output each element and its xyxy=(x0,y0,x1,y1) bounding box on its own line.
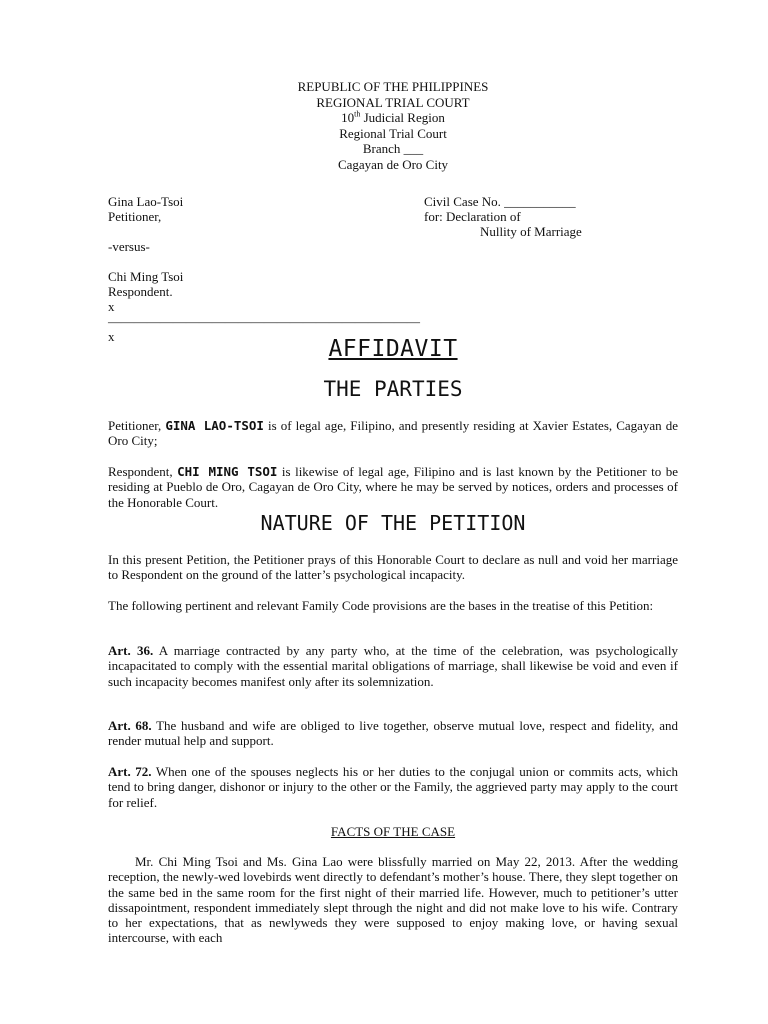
nature-paragraph-1: In this present Petition, the Petitioner prays of this Honorable Court to declare as null and void her marriage to Respondent on the ground of the latter’s psychological incapacity. xyxy=(108,552,678,583)
respondent-paragraph xyxy=(108,464,678,510)
respondent-name: Chi Ming Tsoi xyxy=(108,269,184,284)
caption-case-info xyxy=(424,194,684,239)
respondent-label: Respondent. xyxy=(108,284,173,299)
header-branch: Branch ___ xyxy=(362,141,424,156)
header-region xyxy=(108,110,678,126)
article-68-label: Art. 68. xyxy=(108,718,152,733)
facts-heading: FACTS OF THE CASE xyxy=(330,824,456,839)
header-region-number: 10 xyxy=(341,110,355,125)
caption-parties xyxy=(108,194,420,344)
nature-paragraph-2: The following pertinent and relevant Family Code provisions are the bases in the treatise of this Petition: xyxy=(108,598,654,613)
court-header xyxy=(108,79,678,172)
case-purpose: for: Declaration of xyxy=(424,209,521,224)
article-72-label: Art. 72. xyxy=(108,764,152,779)
article-72-paragraph xyxy=(108,764,678,810)
article-72-text: When one of the spouses neglects his or her duties to the conjugal union or commits acts, which tend to bring danger, dishonor or injury to the other or the Family, the aggrieved party may apply to the court for relief. xyxy=(108,764,678,810)
header-trial-court: Regional Trial Court xyxy=(339,125,447,141)
article-68-paragraph xyxy=(108,718,678,749)
respondent-bold-name: CHI MING TSOI xyxy=(177,464,278,479)
nature-heading: NATURE OF THE PETITION xyxy=(260,511,526,535)
petitioner-label: Petitioner, xyxy=(108,209,162,224)
case-purpose-nullity: Nullity of Marriage xyxy=(480,224,582,239)
article-68-text: The husband and wife are obliged to live together, observe mutual love, respect and fidelity, and render mutual help and support. xyxy=(108,718,678,749)
parties-heading: THE PARTIES xyxy=(323,377,463,401)
header-city: Cagayan de Oro City xyxy=(337,156,449,172)
header-court: REGIONAL TRIAL COURT xyxy=(316,94,470,110)
article-36-paragraph xyxy=(108,643,678,689)
caption-separator: x————————————————————————x xyxy=(108,299,420,344)
header-republic: REPUBLIC OF THE PHILIPPINES xyxy=(297,79,489,94)
petitioner-post: is of legal age, Filipino, and presently residing at Xavier Estates, Cagayan de Oro City; xyxy=(108,418,678,449)
versus-label: -versus- xyxy=(108,239,150,254)
respondent-pre: Respondent, xyxy=(108,464,178,479)
petitioner-pre: Petitioner, xyxy=(108,418,166,433)
petitioner-bold-name: GINA LAO-TSOI xyxy=(165,418,264,433)
case-caption xyxy=(108,194,678,344)
header-region-suffix: th xyxy=(354,109,361,119)
respondent-post: is likewise of legal age, Filipino and is last known by the Petitioner to be residing at Pueblo de Oro, Cagayan de Oro City, where he may be served by notices, orders and processes of the Honorable Court. xyxy=(108,464,678,510)
article-36-label: Art. 36. xyxy=(108,643,154,658)
petitioner-paragraph xyxy=(108,418,678,449)
article-36-text: A marriage contracted by any party who, at the time of the celebration, was psychologically incapacitated to comply with the essential marital obligations of marriage, shall likewise be void and even if such incapacity becomes manifest only after its solemnization. xyxy=(108,643,678,689)
header-region-text: Judicial Region xyxy=(360,110,445,125)
affidavit-title: AFFIDAVIT xyxy=(328,336,458,362)
document-page xyxy=(108,79,678,344)
facts-paragraph-1: Mr. Chi Ming Tsoi and Ms. Gina Lao were blissfully married on May 22, 2013. After the wedding reception, the newly-wed lovebirds went directly to defendant’s mother’s house. There, they slept together on the same bed in the same room for the first night of their married life. However, much to petitioner’s utter dissapointment, respondent immediately slept through the night and did not make love to his wife. Contrary to her expectations, that as newlyweds they were supposed to enjoy making love, or having sexual intercourse, with each xyxy=(108,854,678,946)
civil-case-number: Civil Case No. ___________ xyxy=(424,194,576,209)
petitioner-name: Gina Lao-Tsoi xyxy=(108,194,184,209)
